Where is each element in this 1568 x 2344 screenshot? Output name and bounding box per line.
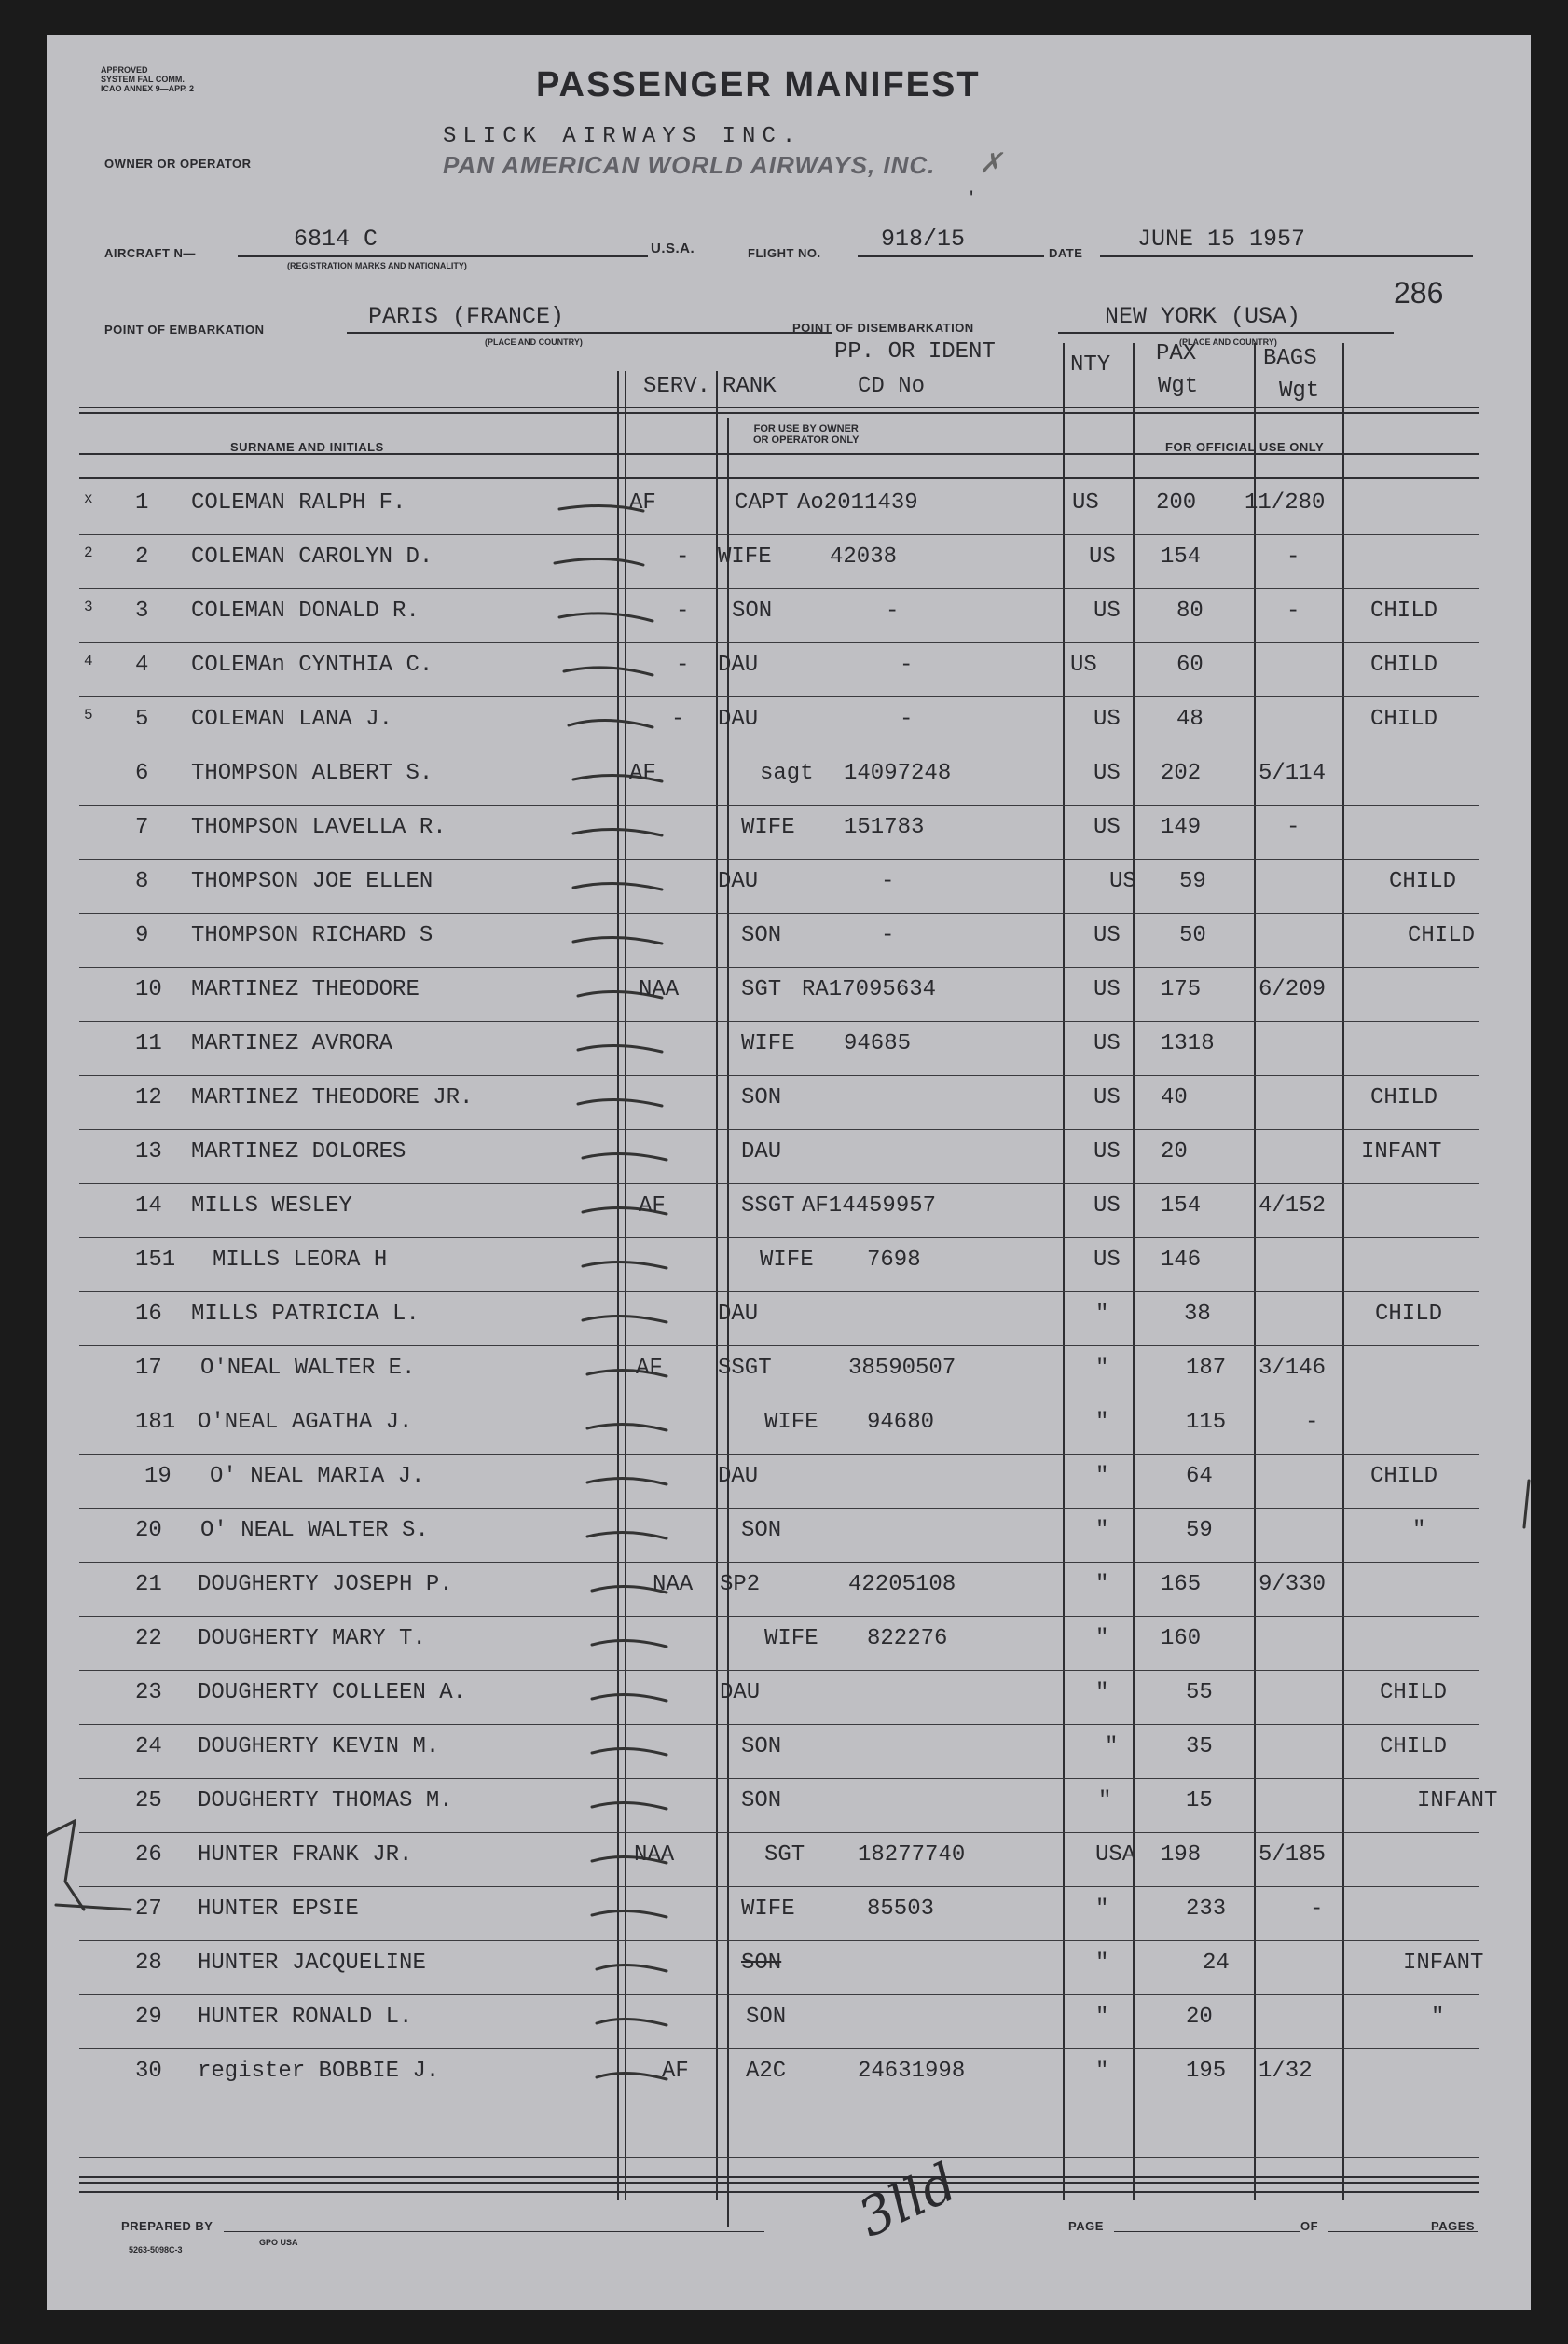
place-country-caption-1: (PLACE AND COUNTRY) bbox=[485, 338, 583, 347]
table-row: 12 MARTINEZ THEODORE JR. SON US 40 CHILD bbox=[135, 1085, 1438, 1110]
col-pax: PAX bbox=[1156, 341, 1197, 366]
col-rank: RANK bbox=[722, 374, 777, 399]
of-label: OF bbox=[1300, 2219, 1319, 2233]
page-label: PAGE bbox=[1068, 2219, 1104, 2233]
table-row: 21 DOUGHERTY JOSEPH P. NAA SP2 42205108 " 165 9/330 bbox=[135, 1572, 1327, 1597]
aircraft-label: AIRCRAFT N— bbox=[104, 246, 196, 260]
form-number: 5263-5098C-3 bbox=[129, 2245, 183, 2254]
table-row: 22 DOUGHERTY MARY T. WIFE 822276 " 160 bbox=[135, 1626, 1202, 1651]
pages-label: PAGES bbox=[1431, 2219, 1476, 2233]
table-row: 151 MILLS LEORA H WIFE 7698 US 146 bbox=[135, 1248, 1202, 1273]
col-bags: BAGS bbox=[1263, 346, 1317, 371]
col-bags-wgt: Wgt bbox=[1279, 379, 1320, 404]
table-row: 2 2 COLEMAN CAROLYN D. - WIFE 42038 US 154 - bbox=[84, 545, 1300, 570]
col-pax-wgt: Wgt bbox=[1158, 374, 1199, 399]
embarkation-value: PARIS (FRANCE) bbox=[368, 303, 565, 330]
table-row: 3 3 COLEMAN DONALD R. - SON - US 80 - CHILD bbox=[84, 599, 1438, 624]
aircraft-value: 6814 C bbox=[294, 226, 378, 253]
table-row: 9 THOMPSON RICHARD S SON - US 50 CHILD bbox=[135, 923, 1476, 948]
table-row: 10 MARTINEZ THEODORE NAA SGT RA17095634 US 175 6/209 bbox=[135, 977, 1327, 1002]
page-number-handwritten: 286 bbox=[1394, 276, 1444, 310]
date-value: JUNE 15 1957 bbox=[1137, 226, 1306, 253]
disembarkation-value: NEW YORK (USA) bbox=[1105, 303, 1301, 330]
registration-caption: (REGISTRATION MARKS AND NATIONALITY) bbox=[287, 261, 467, 270]
col-serv: SERV. bbox=[643, 374, 711, 399]
table-row: 7 THOMPSON LAVELLA R. WIFE 151783 US 149 - bbox=[135, 815, 1300, 840]
table-row: 28 HUNTER JACQUELINE SON " 24 INFANT bbox=[135, 1951, 1484, 1976]
col-nty: NTY bbox=[1070, 352, 1111, 378]
table-row: 20 O' NEAL WALTER S. SON " 59 " bbox=[135, 1518, 1426, 1543]
page-title: PASSENGER MANIFEST bbox=[536, 65, 981, 104]
embarkation-label: POINT OF EMBARKATION bbox=[104, 323, 265, 337]
apostrophe-mark: ' bbox=[970, 186, 974, 210]
flight-no-value: 918/15 bbox=[881, 226, 966, 253]
disembarkation-label: POINT OF DISEMBARKATION bbox=[792, 321, 974, 335]
printer-mark: GPO USA bbox=[259, 2238, 298, 2247]
col-pp-ident: PP. OR IDENT bbox=[834, 339, 996, 365]
table-row: 4 4 COLEMAn CYNTHIA C. - DAU - US 60 CHILD bbox=[84, 653, 1438, 678]
usa-label: U.S.A. bbox=[651, 241, 695, 256]
table-row: 17 O'NEAL WALTER E. AF SSGT 38590507 " 187 3/146 bbox=[135, 1356, 1327, 1381]
pencil-mark: ✗ bbox=[979, 148, 1003, 179]
table-row: 23 DOUGHERTY COLLEEN A. DAU " 55 CHILD bbox=[135, 1680, 1448, 1705]
approval-block: APPROVED SYSTEM FAL COMM. ICAO ANNEX 9—APP. 2 bbox=[101, 65, 195, 93]
operator-name: SLICK AIRWAYS INC. bbox=[443, 124, 803, 149]
table-row: 5 5 COLEMAN LANA J. - DAU - US 48 CHILD bbox=[84, 707, 1438, 732]
table-row: 6 THOMPSON ALBERT S. AF sagt 14097248 US 202 5/114 bbox=[135, 761, 1327, 786]
flight-no-label: FLIGHT NO. bbox=[748, 246, 821, 260]
table-row: 25 DOUGHERTY THOMAS M. SON " 15 INFANT bbox=[135, 1788, 1498, 1813]
table-row: 29 HUNTER RONALD L. SON " 20 " bbox=[135, 2005, 1445, 2030]
table-row: 14 MILLS WESLEY AF SSGT AF14459957 US 154 4/152 bbox=[135, 1193, 1327, 1219]
col-surname: SURNAME AND INITIALS bbox=[230, 440, 384, 454]
table-row: 16 MILLS PATRICIA L. DAU " 38 CHILD bbox=[135, 1302, 1443, 1327]
manifest-sheet bbox=[47, 35, 1531, 2310]
official-use-caption: FOR OFFICIAL USE ONLY bbox=[1165, 440, 1325, 454]
col-cd-no: CD No bbox=[858, 374, 926, 399]
table-row: 30 register BOBBIE J. AF A2C 24631998 " 195 1/32 bbox=[135, 2059, 1313, 2084]
table-row: 27 HUNTER EPSIE WIFE 85503 " 233 - bbox=[135, 1896, 1324, 1922]
place-country-caption-2: (PLACE AND COUNTRY) bbox=[1179, 338, 1277, 347]
table-row: x 1 COLEMAN RALPH F. AF CAPT Ao2011439 US 200 11/280 bbox=[84, 490, 1326, 516]
owner-use-caption: FOR USE BY OWNER OR OPERATOR ONLY bbox=[753, 423, 860, 446]
table-row: 24 DOUGHERTY KEVIN M. SON " 35 CHILD bbox=[135, 1734, 1448, 1759]
table-row: 13 MARTINEZ DOLORES DAU US 20 INFANT bbox=[135, 1139, 1442, 1165]
printed-operator-overtyped: PAN AMERICAN WORLD AIRWAYS, INC. bbox=[443, 151, 936, 179]
table-row: 11 MARTINEZ AVRORA WIFE 94685 US 1318 bbox=[135, 1031, 1215, 1056]
owner-label: OWNER OR OPERATOR bbox=[104, 157, 252, 171]
table-row: 26 HUNTER FRANK JR. NAA SGT 18277740 USA 198 5/185 bbox=[135, 1842, 1327, 1868]
table-row: 181 O'NEAL AGATHA J. WIFE 94680 " 115 - bbox=[135, 1410, 1319, 1435]
date-label: DATE bbox=[1049, 246, 1083, 260]
prepared-by-label: PREPARED BY bbox=[121, 2219, 213, 2233]
handwritten-signature: 3lld bbox=[849, 2152, 967, 2250]
table-row: 8 THOMPSON JOE ELLEN DAU - US 59 CHILD bbox=[135, 869, 1457, 894]
table-row: 19 O' NEAL MARIA J. DAU " 64 CHILD bbox=[144, 1464, 1438, 1489]
